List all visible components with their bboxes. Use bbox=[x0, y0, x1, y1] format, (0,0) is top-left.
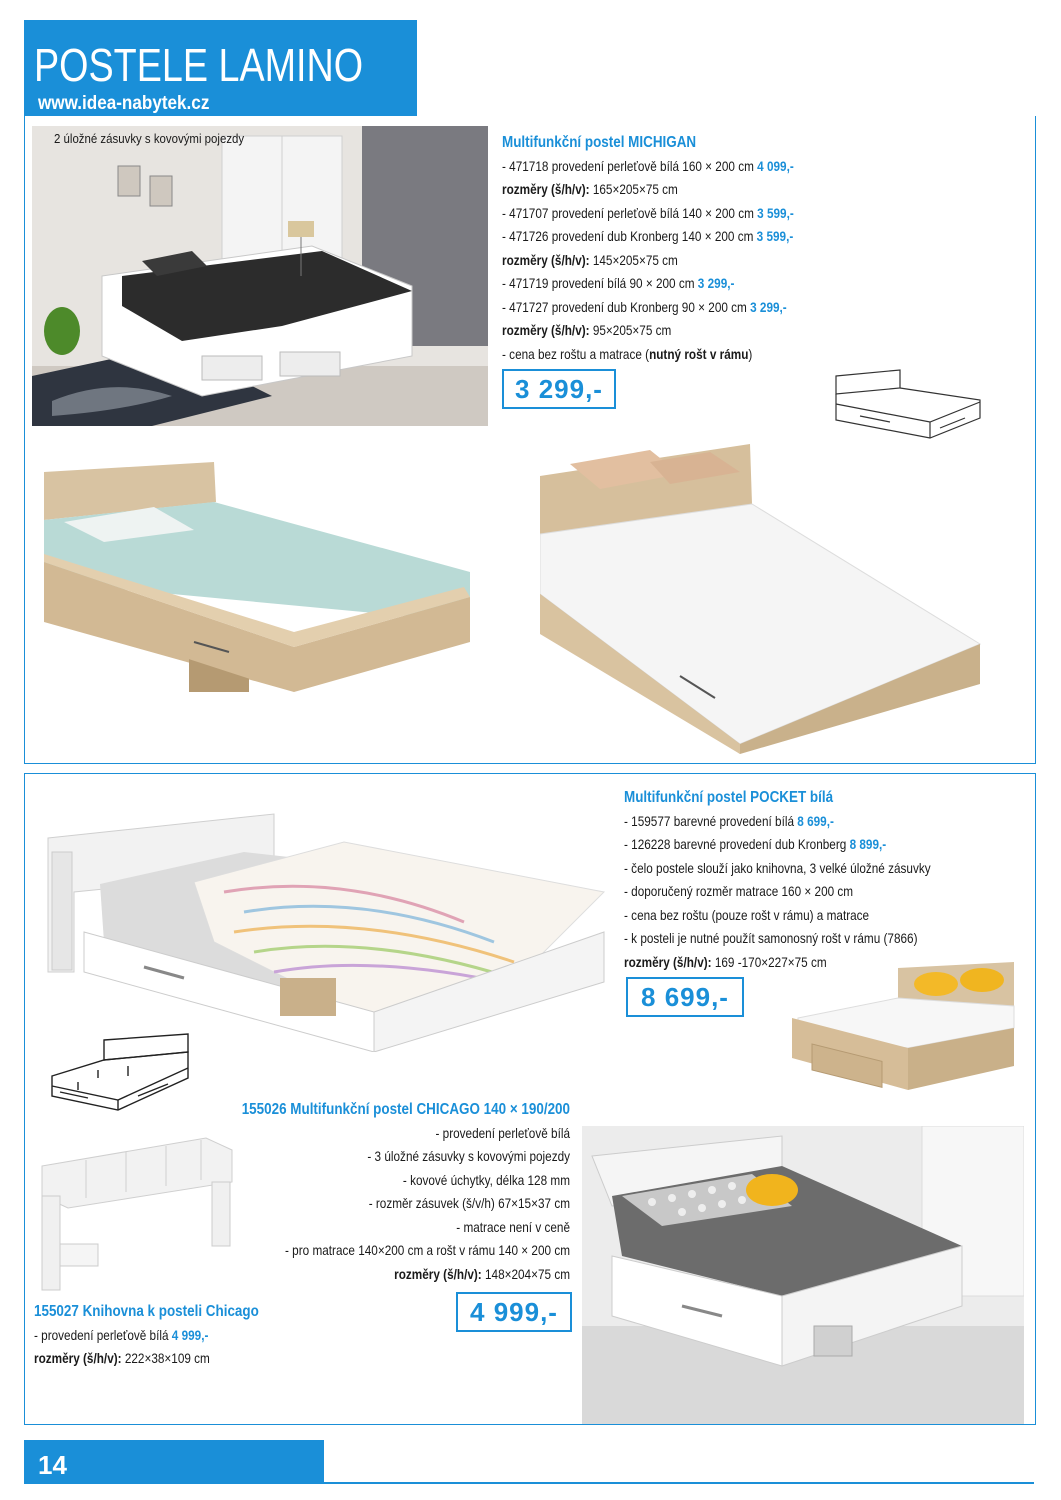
chicago-line: - matrace není v ceně bbox=[456, 1218, 570, 1235]
chicago-line: - provedení perleťově bílá bbox=[435, 1124, 570, 1141]
michigan-line: - 471727 provedení dub Kronberg 90 × 200 cm 3 299,- bbox=[502, 298, 787, 315]
chicago-line: - 3 úložné zásuvky s kovovými pojezdy bbox=[367, 1148, 570, 1164]
chicago-product-name: 155026 Multifunkční postel CHICAGO 140 × 190/200 bbox=[241, 1101, 570, 1118]
page-number-bar bbox=[24, 1440, 324, 1484]
page-header bbox=[24, 20, 417, 116]
chicago-line: - rozměr zásuvek (š/v/h) 67×15×37 cm bbox=[368, 1195, 570, 1211]
pocket-dims: rozměry (š/h/v): 169 -170×227×75 cm bbox=[624, 953, 827, 970]
chicago-line: - pro matrace 140×200 cm a rošt v rámu 140 × 200 cm bbox=[285, 1242, 570, 1258]
michigan-photo-caption: 2 úložné zásuvky s kovovými pojezdy bbox=[54, 131, 245, 146]
michigan-dims: rozměry (š/h/v): 145×205×75 cm bbox=[502, 251, 678, 268]
bookcase-product-name: 155027 Knihovna k posteli Chicago bbox=[34, 1303, 259, 1320]
pocket-line: - doporučený rozměr matrace 160 × 200 cm bbox=[624, 883, 854, 899]
michigan-line-drawing bbox=[830, 368, 990, 442]
pocket-line: - 159577 barevné provedení bílá 8 699,- bbox=[624, 812, 834, 829]
michigan-line: - 471726 provedení dub Kronberg 140 × 200 cm 3 599,- bbox=[502, 228, 794, 244]
pocket-line: - čelo postele slouží jako knihovna, 3 velké úložné zásuvky bbox=[624, 859, 931, 876]
michigan-oak-bed-angle-image bbox=[540, 444, 996, 754]
michigan-product-name: Multifunkční postel MICHIGAN bbox=[502, 134, 697, 151]
pocket-oak-bed-image bbox=[788, 958, 1022, 1090]
michigan-description bbox=[502, 131, 922, 366]
footer-rule bbox=[324, 1482, 1034, 1484]
pocket-description bbox=[624, 786, 1024, 974]
page-title: POSTELE LAMINO bbox=[34, 39, 364, 91]
michigan-dims: rozměry (š/h/v): 95×205×75 cm bbox=[502, 322, 672, 338]
michigan-line: - 471719 provedení bílá 90 × 200 cm 3 299,- bbox=[502, 275, 735, 291]
chicago-room-photo bbox=[582, 1126, 1024, 1424]
michigan-price-box: 3 299,- bbox=[502, 369, 616, 409]
chicago-price-box: 4 999,- bbox=[456, 1292, 572, 1332]
chicago-dims: rozměry (š/h/v): 148×204×75 cm bbox=[394, 1265, 570, 1282]
bookcase-dims: rozměry (š/h/v): 222×38×109 cm bbox=[34, 1350, 210, 1366]
page-number: 14 bbox=[38, 1450, 67, 1480]
pocket-line: - cena bez roštu (pouze rošt v rámu) a matrace bbox=[624, 906, 870, 923]
michigan-oak-bed-image bbox=[44, 462, 470, 692]
pocket-line: - k posteli je nutné použít samonosný rošt v rámu (7866) bbox=[624, 930, 918, 946]
michigan-dims: rozměry (š/h/v): 165×205×75 cm bbox=[502, 181, 678, 197]
michigan-line: - 471707 provedení perleťově bílá 140 × 200 cm 3 599,- bbox=[502, 204, 794, 221]
bookcase-description bbox=[34, 1300, 334, 1371]
michigan-room-photo bbox=[32, 126, 488, 426]
bookcase-line: - provedení perleťově bílá 4 999,- bbox=[34, 1326, 209, 1343]
pocket-product-name: Multifunkční postel POCKET bílá bbox=[624, 789, 834, 806]
michigan-line: - 471718 provedení perleťově bílá 160 × 200 cm 4 099,- bbox=[502, 157, 794, 174]
chicago-line: - kovové úchytky, délka 128 mm bbox=[402, 1171, 570, 1188]
michigan-note: - cena bez roštu a matrace (nutný rošt v rámu) bbox=[502, 345, 753, 362]
pocket-white-bed-image bbox=[44, 812, 610, 1052]
website-url[interactable]: www.idea-nabytek.cz bbox=[38, 93, 210, 114]
bookcase-image bbox=[36, 1136, 236, 1294]
pocket-line: - 126228 barevné provedení dub Kronberg 8 899,- bbox=[624, 836, 887, 852]
pocket-price-box: 8 699,- bbox=[626, 977, 744, 1017]
